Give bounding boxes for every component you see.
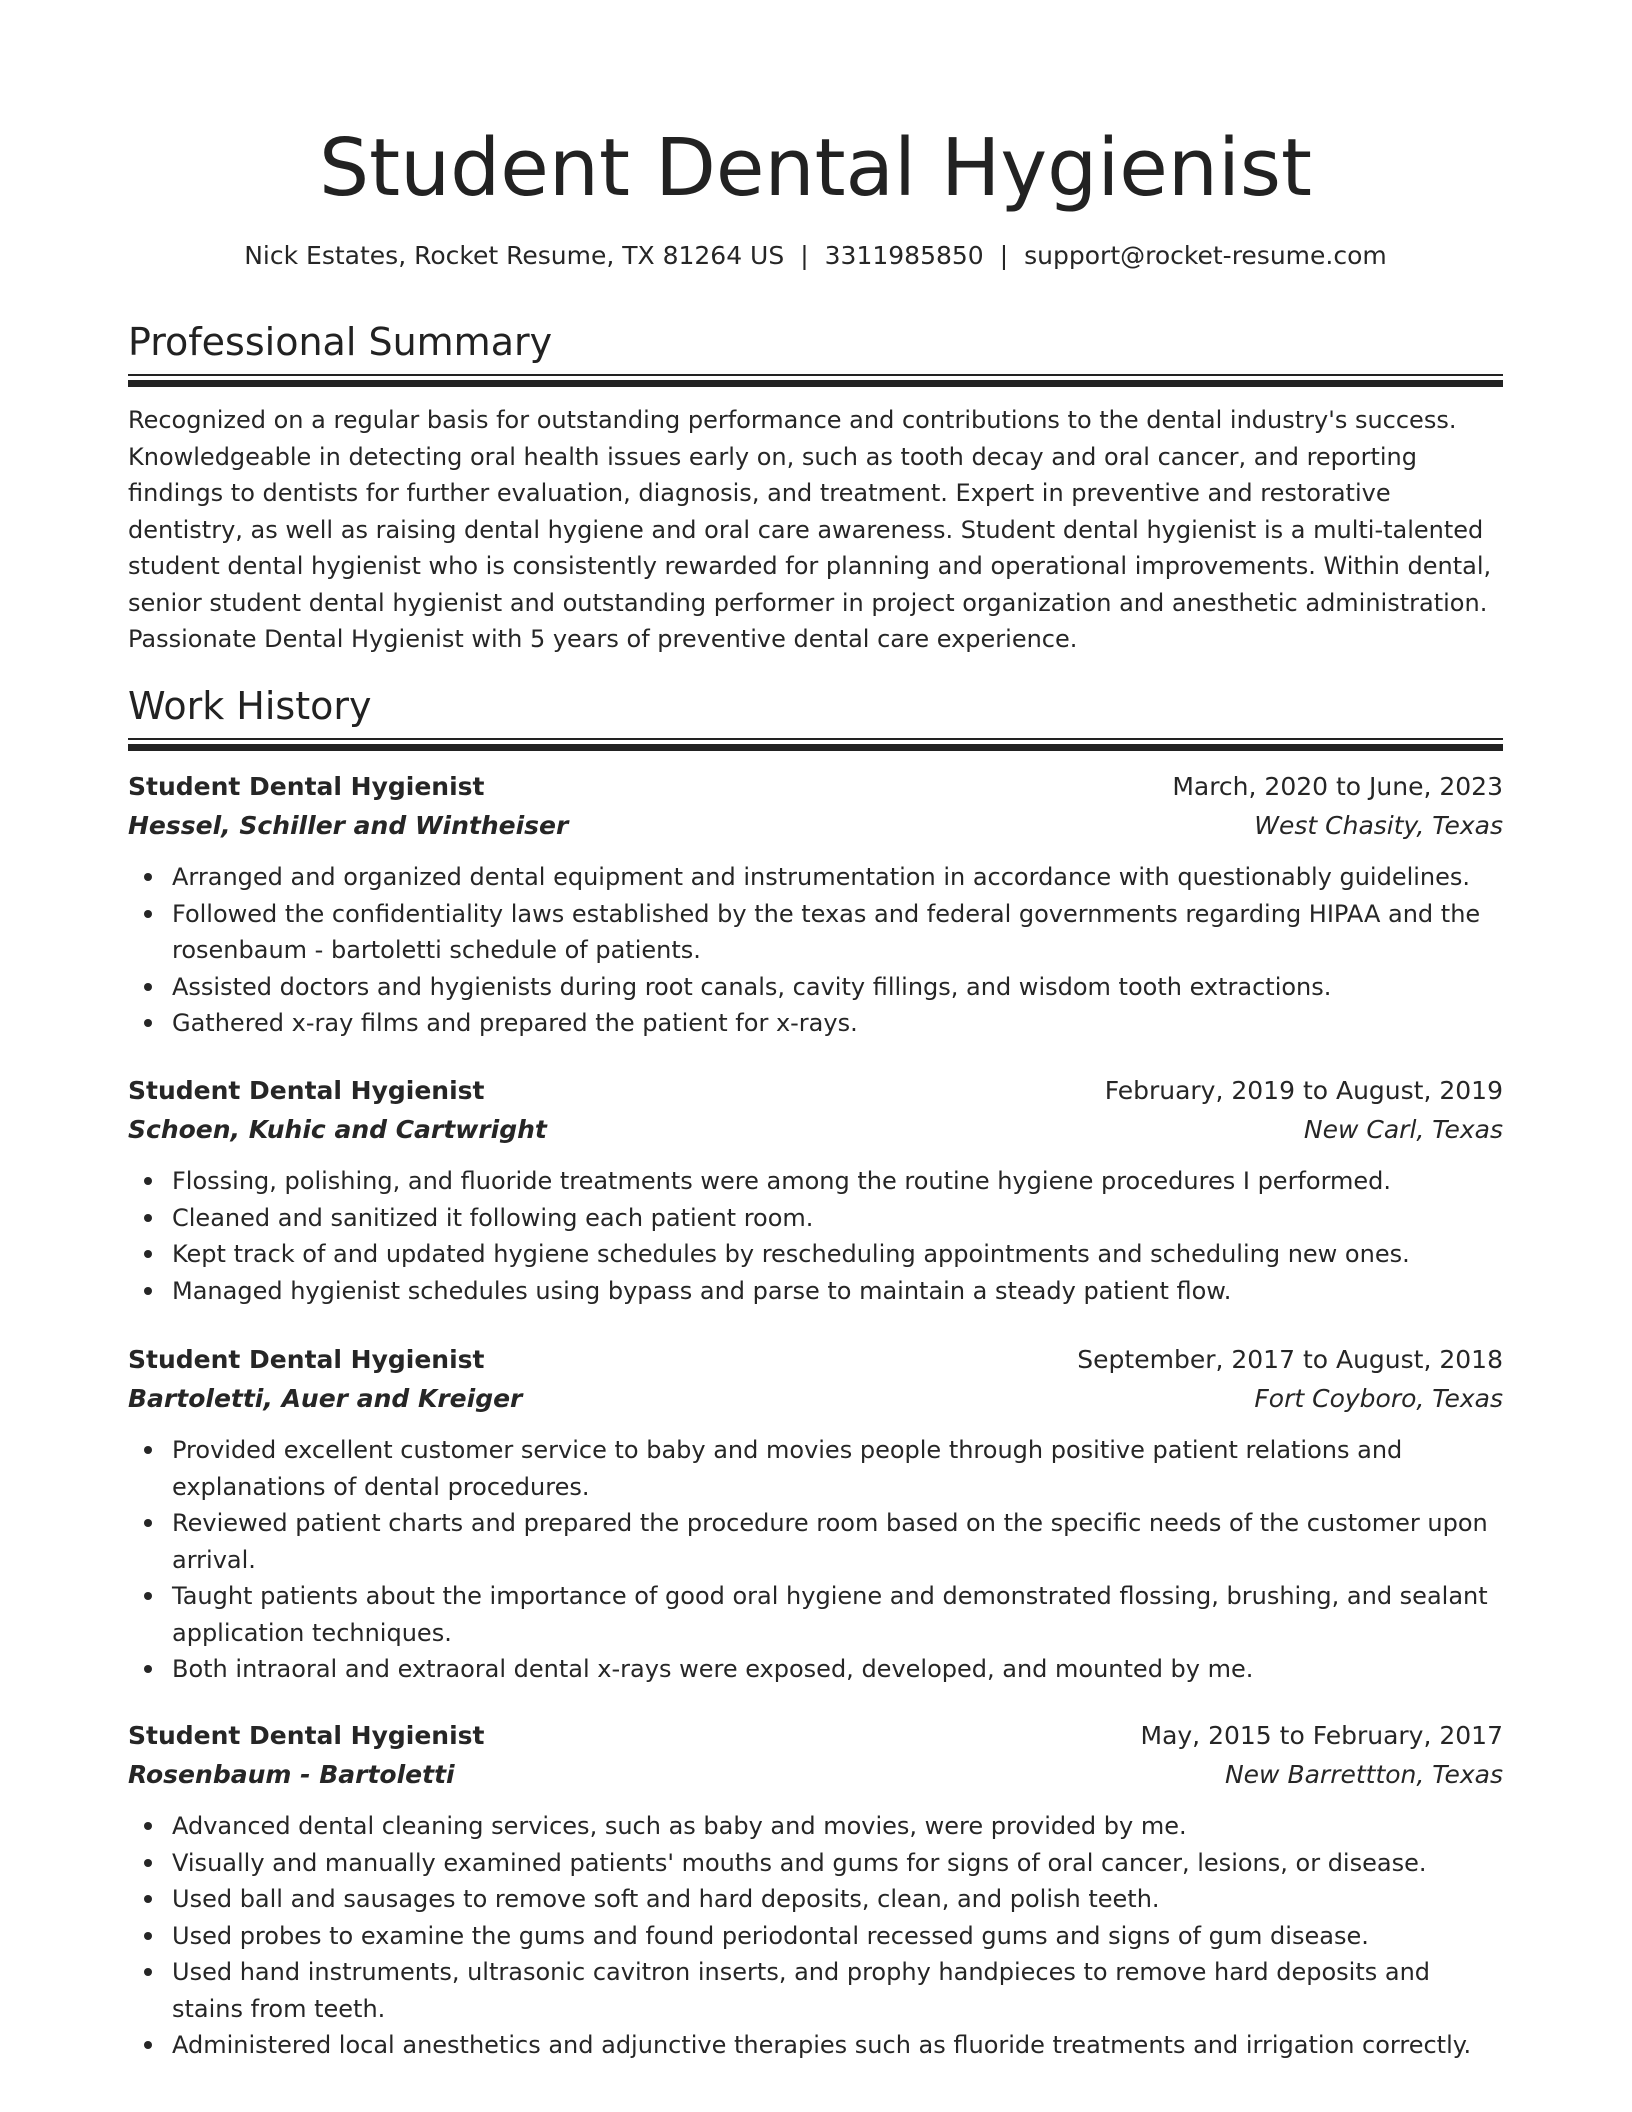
bullet-dot-icon — [144, 2041, 152, 2049]
bullet-dot-icon — [144, 1968, 152, 1976]
job-bullet: Arranged and organized dental equipment and instrumentation in accordance with questionably guidelines. — [128, 859, 1503, 896]
bullet-dot-icon — [144, 910, 152, 918]
job-bullet: Assisted doctors and hygienists during root canals, cavity fillings, and wisdom tooth extractions. — [128, 969, 1503, 1006]
job-company: Rosenbaum - Bartoletti — [128, 1760, 455, 1789]
job-company: Bartoletti, Auer and Kreiger — [128, 1384, 523, 1413]
job-dates: February, 2019 to August, 2019 — [1104, 1076, 1503, 1105]
job-bullet-list — [128, 1432, 1503, 1688]
job-location: Fort Coyboro, Texas — [1254, 1384, 1503, 1413]
job-bullet: Advanced dental cleaning services, such as baby and movies, were provided by me. — [128, 1808, 1503, 1845]
job-bullet: Managed hygienist schedules using bypass and parse to maintain a steady patient flow. — [128, 1273, 1503, 1310]
job-title: Student Dental Hygienist — [128, 1076, 485, 1105]
summary-heading: Professional Summary — [128, 320, 553, 364]
bullet-dot-icon — [144, 1177, 152, 1185]
job-entry — [128, 1340, 1503, 1688]
contact-separator: | — [800, 241, 809, 270]
job-bullet: Kept track of and updated hygiene schedules by rescheduling appointments and scheduling new ones. — [128, 1236, 1503, 1273]
job-bullet: Administered local anesthetics and adjunctive therapies such as fluoride treatments and irrigation correctly. — [128, 2027, 1503, 2064]
job-bullet: Followed the confidentiality laws established by the texas and federal governments regarding HIPAA and the rosenbaum - bartoletti schedule of patients. — [128, 896, 1503, 969]
summary-divider — [128, 374, 1503, 387]
contact-phone: 3311985850 — [824, 241, 984, 270]
job-company-row — [128, 806, 1503, 845]
job-title: Student Dental Hygienist — [128, 1345, 485, 1374]
job-bullet-list — [128, 859, 1503, 1042]
job-bullet-list — [128, 1163, 1503, 1309]
job-header-row — [128, 1340, 1503, 1379]
contact-address: Nick Estates, Rocket Resume, TX 81264 US — [244, 241, 785, 270]
bullet-dot-icon — [144, 1932, 152, 1940]
job-title: Student Dental Hygienist — [128, 1721, 485, 1750]
job-bullet: Cleaned and sanitized it following each patient room. — [128, 1200, 1503, 1237]
job-header-row — [128, 1716, 1503, 1755]
bullet-dot-icon — [144, 1895, 152, 1903]
job-dates: March, 2020 to June, 2023 — [1172, 772, 1503, 801]
job-dates: September, 2017 to August, 2018 — [1077, 1345, 1503, 1374]
summary-text: Recognized on a regular basis for outstanding performance and contributions to the dental industry's success. Knowledgeable in detecting oral health issues early on, such as tooth decay and oral cancer, and reporting findings to dentists for further evaluation, diagnosis, and treatment. Expert in preventive and restorative dentistry, as well as raising dental hygiene and oral care awareness. Student dental hygienist is a multi-talented student dental hygienist who is consistently rewarded for planning and operational improvements. Within dental, senior student dental hygienist and outstanding performer in project organization and anesthetic administration. Passionate Dental Hygienist with 5 years of preventive dental care experience. — [128, 406, 1492, 653]
job-bullet: Visually and manually examined patients' mouths and gums for signs of oral cancer, lesions, or disease. — [128, 1845, 1503, 1882]
contact-separator: | — [999, 241, 1009, 270]
job-bullet: Flossing, polishing, and fluoride treatments were among the routine hygiene procedures I performed. — [128, 1163, 1503, 1200]
job-entry — [128, 1071, 1503, 1309]
job-header-row — [128, 1071, 1503, 1110]
job-bullet: Both intraoral and extraoral dental x-rays were exposed, developed, and mounted by me. — [128, 1651, 1503, 1688]
job-bullet: Used probes to examine the gums and found periodontal recessed gums and signs of gum disease. — [128, 1918, 1503, 1955]
bullet-dot-icon — [144, 1446, 152, 1454]
job-company: Hessel, Schiller and Wintheiser — [128, 811, 569, 840]
job-header-row — [128, 767, 1503, 806]
job-bullet: Gathered x-ray films and prepared the patient for x-rays. — [128, 1005, 1503, 1042]
bullet-dot-icon — [144, 1592, 152, 1600]
job-entry — [128, 1716, 1503, 2064]
job-bullet: Reviewed patient charts and prepared the procedure room based on the specific needs of the customer upon arrival. — [128, 1505, 1503, 1578]
resume-title: Student Dental Hygienist — [318, 122, 1313, 214]
job-location: New Carl, Texas — [1303, 1115, 1503, 1144]
work-history-heading: Work History — [128, 684, 372, 728]
job-bullet: Used ball and sausages to remove soft and hard deposits, clean, and polish teeth. — [128, 1881, 1503, 1918]
job-location: New Barrettton, Texas — [1224, 1760, 1503, 1789]
contact-line — [128, 238, 1503, 274]
job-dates: May, 2015 to February, 2017 — [1140, 1721, 1503, 1750]
work-history-divider — [128, 738, 1503, 751]
bullet-dot-icon — [144, 1214, 152, 1222]
job-company-row — [128, 1379, 1503, 1418]
bullet-dot-icon — [144, 1287, 152, 1295]
bullet-dot-icon — [144, 1859, 152, 1867]
bullet-dot-icon — [144, 1822, 152, 1830]
job-bullet: Taught patients about the importance of good oral hygiene and demonstrated flossing, brushing, and sealant application techniques. — [128, 1578, 1503, 1651]
job-bullet: Used hand instruments, ultrasonic cavitron inserts, and prophy handpieces to remove hard deposits and stains from teeth. — [128, 1954, 1503, 2027]
contact-email: support@rocket-resume.com — [1024, 241, 1387, 270]
job-entry — [128, 767, 1503, 1042]
bullet-dot-icon — [144, 1665, 152, 1673]
job-company: Schoen, Kuhic and Cartwright — [128, 1115, 547, 1144]
job-bullet: Provided excellent customer service to baby and movies people through positive patient relations and explanations of dental procedures. — [128, 1432, 1503, 1505]
job-bullet-list — [128, 1808, 1503, 2064]
job-company-row — [128, 1755, 1503, 1794]
job-title: Student Dental Hygienist — [128, 772, 485, 801]
bullet-dot-icon — [144, 873, 152, 881]
bullet-dot-icon — [144, 983, 152, 991]
job-company-row — [128, 1110, 1503, 1149]
bullet-dot-icon — [144, 1019, 152, 1027]
bullet-dot-icon — [144, 1519, 152, 1527]
job-location: West Chasity, Texas — [1254, 811, 1503, 840]
bullet-dot-icon — [144, 1250, 152, 1258]
